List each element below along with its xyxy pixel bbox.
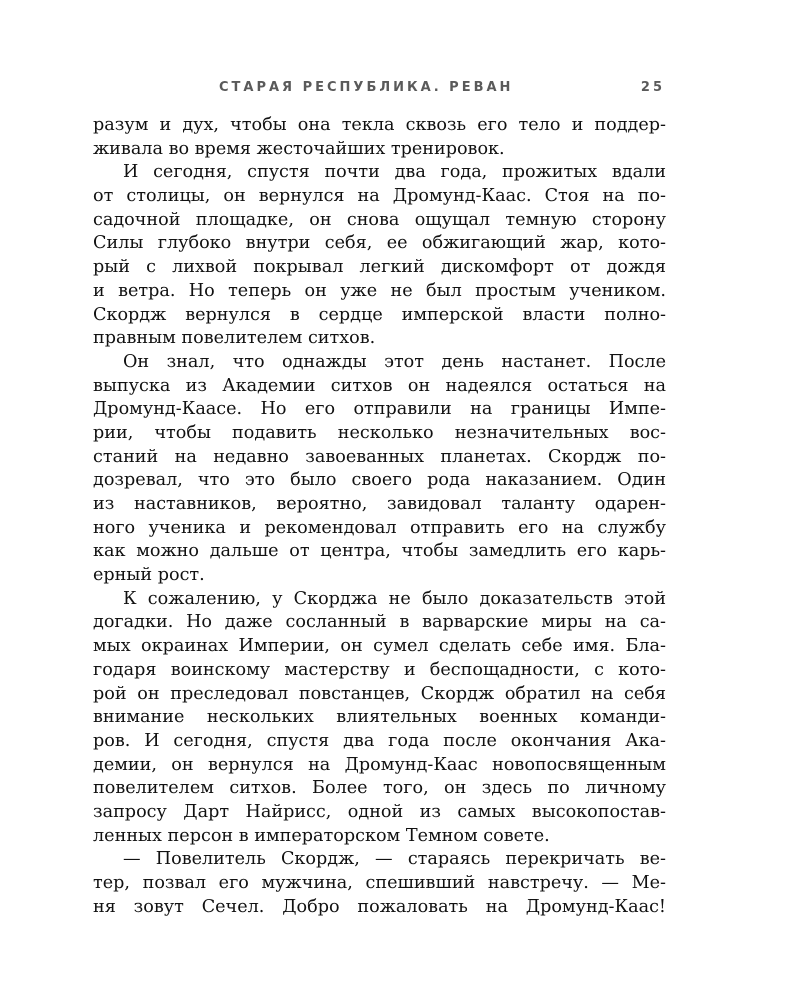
text-line: садочной площадке, он снова ощущал темную сторону xyxy=(93,209,666,230)
text-line: от столицы, он вернулся на Дромунд-Каас. Стоя на по- xyxy=(93,186,666,207)
text-line: Силы глубоко внутри себя, ее обжигающий жар, кото- xyxy=(93,233,666,254)
text-line: внимание нескольких влиятельных военных команди- xyxy=(93,707,666,728)
text-line: Он знал, что однажды этот день настанет. После xyxy=(123,351,666,372)
body-text xyxy=(93,114,666,919)
page-number: 25 xyxy=(640,80,665,95)
text-line: разум и дух, чтобы она текла сквозь его тело и поддер- xyxy=(93,115,666,135)
text-line: дозревал, что это было своего рода наказанием. Один xyxy=(93,470,666,491)
text-line: станий на недавно завоеванных планетах. Скордж по- xyxy=(93,446,666,467)
text-line: повелителем ситхов. Более того, он здесь по личному xyxy=(93,778,666,799)
text-line: живала во время жесточайших тренировок. xyxy=(93,138,505,159)
text-line: запросу Дарт Найрисс, одной из самых высокопостав- xyxy=(93,801,666,822)
text-line: как можно дальше от центра, чтобы замедлить его карь- xyxy=(93,541,666,562)
text-line: Скордж вернулся в сердце имперской власти полно- xyxy=(93,304,666,325)
text-line: ня зовут Сечел. Добро пожаловать на Дромунд-Каас! xyxy=(93,896,666,917)
text-line: — Повелитель Скордж, — стараясь перекричать ве- xyxy=(123,849,666,870)
text-line: ерный рост. xyxy=(93,565,205,586)
text-line: ного ученика и рекомендовал отправить его на службу xyxy=(93,517,666,538)
running-head xyxy=(215,80,665,100)
text-line: демии, он вернулся на Дромунд-Каас новопосвященным xyxy=(93,754,666,775)
text-line: выпуска из Академии ситхов он надеялся остаться на xyxy=(93,375,666,396)
text-line: рии, чтобы подавить несколько незначительных вос- xyxy=(93,422,666,443)
text-line: из наставников, вероятно, завидовал таланту одарен- xyxy=(93,494,666,514)
text-line: рый с лихвой покрывал легкий дискомфорт от дождя xyxy=(93,257,666,278)
text-line: и ветра. Но теперь он уже не был простым учеником. xyxy=(93,280,666,301)
text-line: ров. И сегодня, спустя два года после окончания Ака- xyxy=(93,730,666,751)
text-line: догадки. Но даже сосланный в варварские миры на са- xyxy=(93,612,666,633)
text-line: тер, позвал его мужчина, спешивший навстречу. — Ме- xyxy=(93,873,666,893)
text-line: К сожалению, у Скорджа не было доказательств этой xyxy=(123,588,666,609)
book-title: СТАРАЯ РЕСПУБЛИКА. РЕВАН xyxy=(219,80,514,95)
text-line: ленных персон в императорском Темном совете. xyxy=(93,825,550,846)
text-line: правным повелителем ситхов. xyxy=(93,328,376,349)
text-line: Дромунд-Каасе. Но его отправили на границы Импе- xyxy=(93,399,666,420)
text-line: мых окраинах Империи, он сумел сделать себе имя. Бла- xyxy=(93,636,666,657)
text-line: И сегодня, спустя почти два года, прожитых вдали xyxy=(123,162,666,183)
text-line: годаря воинскому мастерству и беспощадности, с кото- xyxy=(93,659,666,680)
text-line: рой он преследовал повстанцев, Скордж обратил на себя xyxy=(93,683,666,704)
